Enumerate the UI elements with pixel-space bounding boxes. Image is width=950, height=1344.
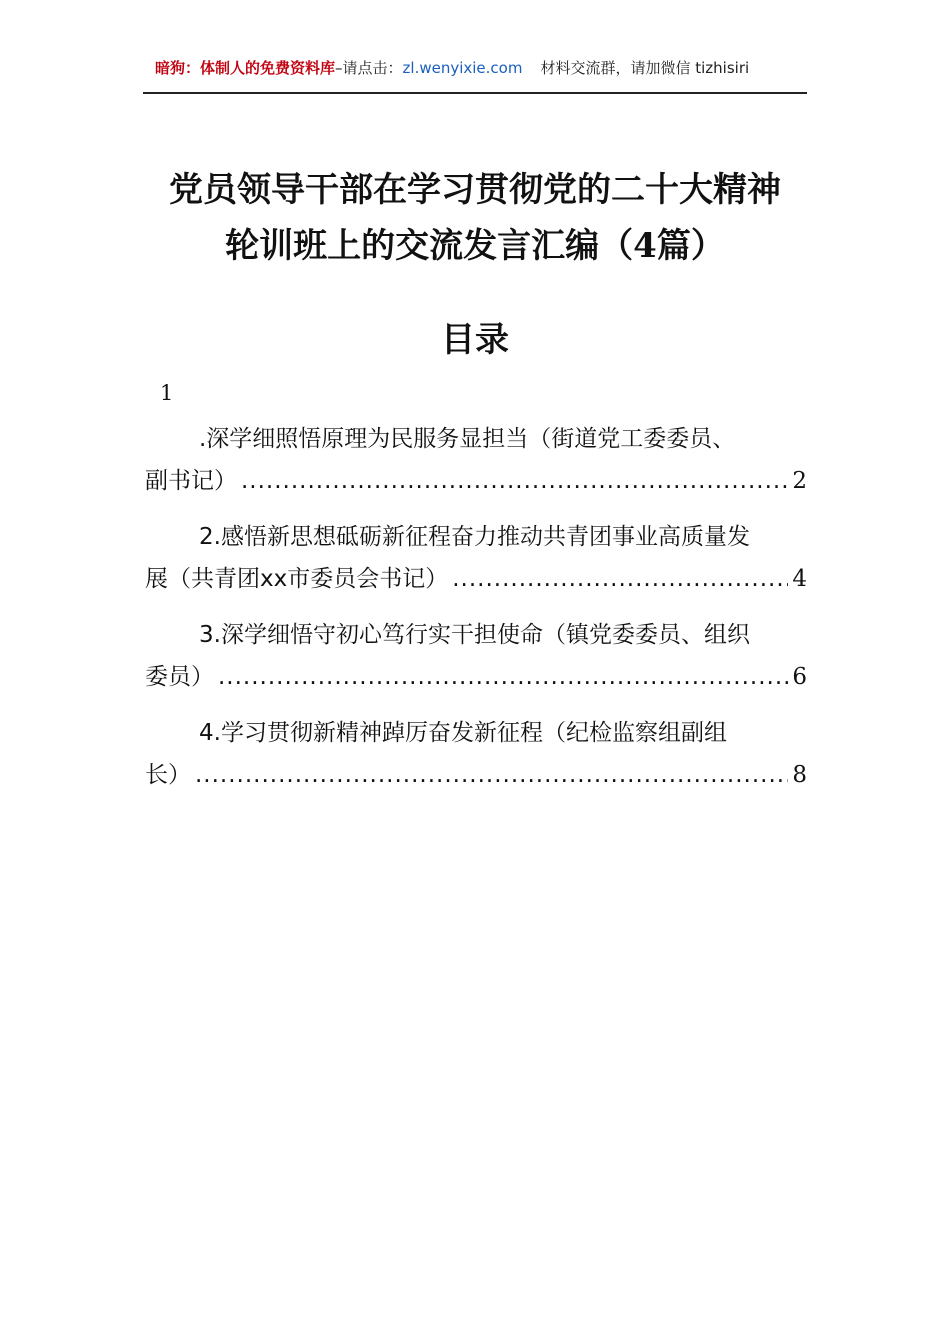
toc-entry-text: 3.深学细悟守初心笃行实干担使命（镇党委委员、组织 bbox=[199, 622, 750, 648]
toc-entry-text-continued: 长） bbox=[145, 762, 191, 788]
toc-entry-text: 4.学习贯彻新精神踔厉奋发新征程（纪检监察组副组 bbox=[199, 720, 727, 746]
toc-entry-text: .深学细照悟原理为民服务显担当（街道党工委委员、 bbox=[199, 426, 736, 452]
toc-entry-2[interactable] bbox=[145, 516, 807, 600]
title-line-1: 党员领导干部在学习贯彻党的二十大精神 bbox=[169, 170, 781, 210]
toc-heading: 目录 bbox=[441, 320, 509, 360]
toc-entry-text: 2.感悟新思想砥砺新征程奋力推动共青团事业高质量发 bbox=[199, 524, 750, 550]
dot-leader bbox=[218, 656, 788, 698]
toc-page-number: 2 bbox=[792, 468, 807, 494]
page-header bbox=[143, 58, 807, 94]
dot-leader bbox=[195, 754, 788, 796]
table-of-contents bbox=[145, 418, 807, 810]
toc-entry-4[interactable] bbox=[145, 712, 807, 796]
header-url-link[interactable]: zl.wenyixie.com bbox=[402, 59, 523, 77]
document-title bbox=[100, 162, 850, 274]
toc-page-number: 8 bbox=[792, 762, 807, 788]
toc-entry-text-continued: 副书记） bbox=[145, 468, 237, 494]
toc-entry-1[interactable] bbox=[145, 418, 807, 502]
toc-page-number: 4 bbox=[792, 566, 807, 592]
toc-entry-text-continued: 展（共青团xx市委员会书记） bbox=[145, 566, 449, 592]
dot-leader bbox=[452, 558, 788, 600]
header-group-note: 材料交流群，请加微信 tizhisiri bbox=[540, 59, 750, 77]
dot-leader bbox=[241, 460, 788, 502]
title-line-2: 轮训班上的交流发言汇编（4篇） bbox=[225, 226, 725, 266]
toc-page-number: 6 bbox=[792, 664, 807, 690]
header-link-prefix: –请点击： bbox=[335, 59, 403, 77]
toc-stray-number: 1 bbox=[160, 381, 174, 405]
toc-entry-3[interactable] bbox=[145, 614, 807, 698]
header-brand: 暗狗：体制人的免费资料库 bbox=[155, 59, 336, 77]
toc-entry-text-continued: 委员） bbox=[145, 664, 214, 690]
